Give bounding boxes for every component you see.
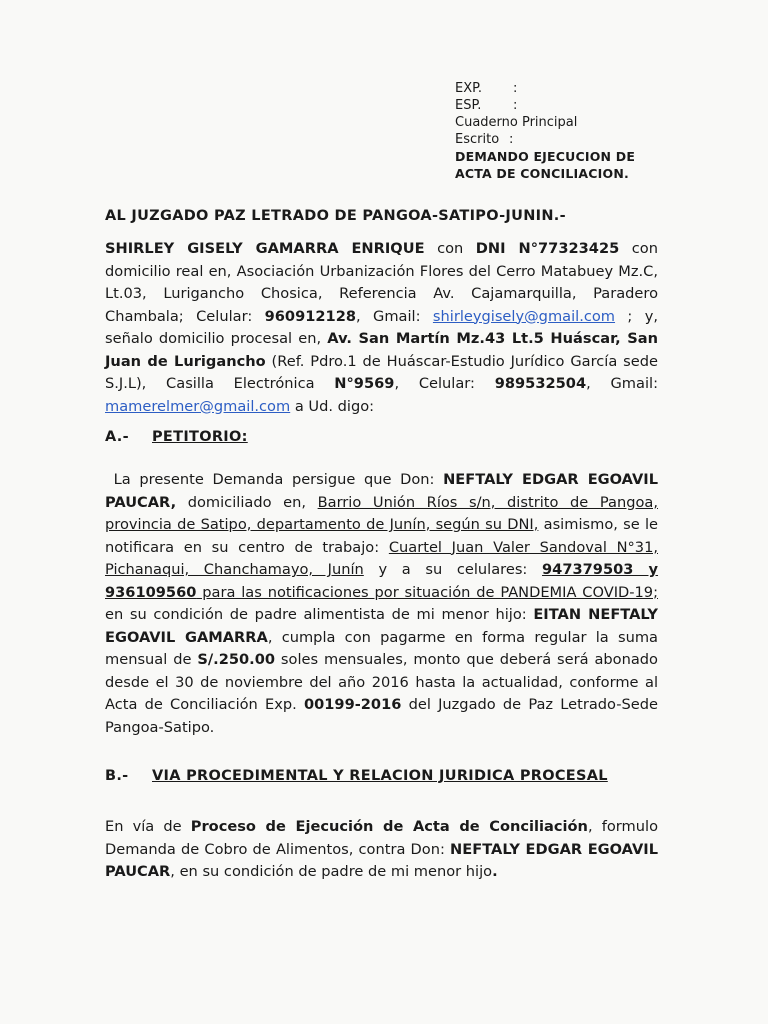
via-text-1: En vía de	[105, 818, 191, 835]
procedural-email-link[interactable]: mamerelmer@gmail.com	[105, 397, 291, 415]
petitorio-paragraph	[105, 469, 658, 739]
defendant-address: Barrio Unión Ríos s/n, distrito de Pangoa, provincia de Satipo, departamento de Junín, según su DNI,	[105, 493, 658, 533]
exp-row	[455, 80, 715, 97]
exp-label: EXP.	[455, 81, 483, 96]
escrito-label: Escrito	[455, 132, 500, 147]
intro-text-6: , Celular:	[394, 375, 495, 392]
via-end-period: .	[492, 863, 498, 880]
procedural-address: Av. San Martín Mz.43 Lt.5 Huáscar, San Juan de Lurigancho	[105, 330, 659, 370]
section-b-heading	[105, 765, 658, 788]
plaintiff-phone: 960912128	[264, 307, 357, 325]
court-addressee: AL JUZGADO PAZ LETRADO DE PANGOA-SATIPO-JUNIN.-	[105, 208, 566, 224]
plaintiff-dni: DNI N°77323425	[475, 240, 620, 257]
escrito-row	[455, 131, 715, 148]
defendant-phones: 947379503 y 936109560	[105, 561, 659, 601]
document-title-line2: ACTA DE CONCILIACION.	[455, 166, 629, 181]
via-defendant-name: NEFTALY EDGAR EGOAVIL PAUCAR	[105, 840, 658, 880]
case-header	[455, 80, 715, 182]
defendant-workplace: Cuartel Juan Valer Sandoval N°31, Pichanaqui, Chanchamayo, Junín	[105, 538, 658, 578]
escrito-colon: :	[509, 132, 514, 147]
conciliation-exp-number: 00199-2016	[303, 696, 402, 713]
intro-text-4: ; y, señalo domicilio procesal en,	[105, 307, 658, 347]
casilla-number: N°9569	[334, 375, 395, 392]
section-a-letter: A.-	[105, 429, 129, 445]
intro-text-8: a Ud. digo:	[290, 397, 375, 415]
intro-text-3: , Gmail:	[356, 307, 433, 325]
petitorio-text-4: y a su celulares:	[363, 561, 543, 578]
plaintiff-name: SHIRLEY GISELY GAMARRA ENRIQUE	[105, 240, 425, 257]
intro-text-5: (Ref. Pdro.1 de Huáscar-Estudio Jurídico García sede S.J.L), Casilla Electrónica	[105, 352, 658, 392]
section-b-letter: B.-	[105, 768, 129, 784]
procedural-phone: 989532504	[494, 375, 587, 392]
petitorio-text-7: soles mensuales, monto que deberá será abonado desde el 30 de noviembre del año 2016 hasta la actualidad, conforme al Acta de Conciliación Exp.	[105, 651, 658, 713]
section-a-title: PETITORIO:	[152, 429, 248, 445]
petitorio-text-2: domiciliado en,	[176, 493, 318, 511]
process-type: Proceso de Ejecución de Acta de Conciliación	[190, 818, 588, 835]
via-paragraph	[105, 816, 658, 884]
notification-note: para las notificaciones por situación de PANDEMIA COVID-19;	[196, 583, 658, 601]
intro-text-2: con domicilio real en, Asociación Urbanización Flores del Cerro Matabuey Mz.C, Lt.03, Lurigancho Chosica, Referencia Av. Cajamarquilla, Paradero Chambala; Celular:	[105, 240, 658, 325]
plaintiff-email-link[interactable]: shirleygisely@gmail.com	[432, 307, 616, 325]
child-name: EITAN NEFTALY EGOAVIL GAMARRA	[105, 606, 659, 646]
monthly-amount: S/.250.00	[197, 651, 276, 668]
exp-colon: :	[513, 81, 518, 96]
esp-row	[455, 97, 715, 114]
esp-label: ESP.	[455, 98, 482, 113]
petitorio-text-5: en su condición de padre alimentista de mi menor hijo:	[105, 606, 534, 623]
section-b-title: VIA PROCEDIMENTAL Y RELACION JURIDICA PROCESAL	[152, 768, 608, 784]
via-text-2: , formulo Demanda de Cobro de Alimentos, contra Don:	[105, 818, 658, 858]
defendant-name: NEFTALY EDGAR EGOAVIL PAUCAR,	[105, 471, 659, 511]
intro-paragraph	[105, 238, 658, 418]
petitorio-text-1: La presente Demanda persigue que Don:	[113, 471, 444, 488]
petitorio-text-3: asimismo, se le notificara en su centro de trabajo:	[105, 516, 658, 556]
section-a-heading	[105, 426, 658, 449]
document-title-line1: DEMANDO EJECUCION DE	[455, 149, 636, 164]
via-text-3: , en su condición de padre de mi menor hijo	[170, 863, 493, 880]
esp-colon: :	[513, 98, 518, 113]
intro-text-7: , Gmail:	[586, 375, 658, 392]
cuaderno-label: Cuaderno Principal	[455, 115, 578, 130]
intro-text-1: con	[424, 240, 476, 257]
petitorio-text-6: , cumpla con pagarme en forma regular la suma mensual de	[105, 628, 658, 668]
petitorio-text-8: del Juzgado de Paz Letrado-Sede Pangoa-Satipo.	[105, 696, 659, 736]
